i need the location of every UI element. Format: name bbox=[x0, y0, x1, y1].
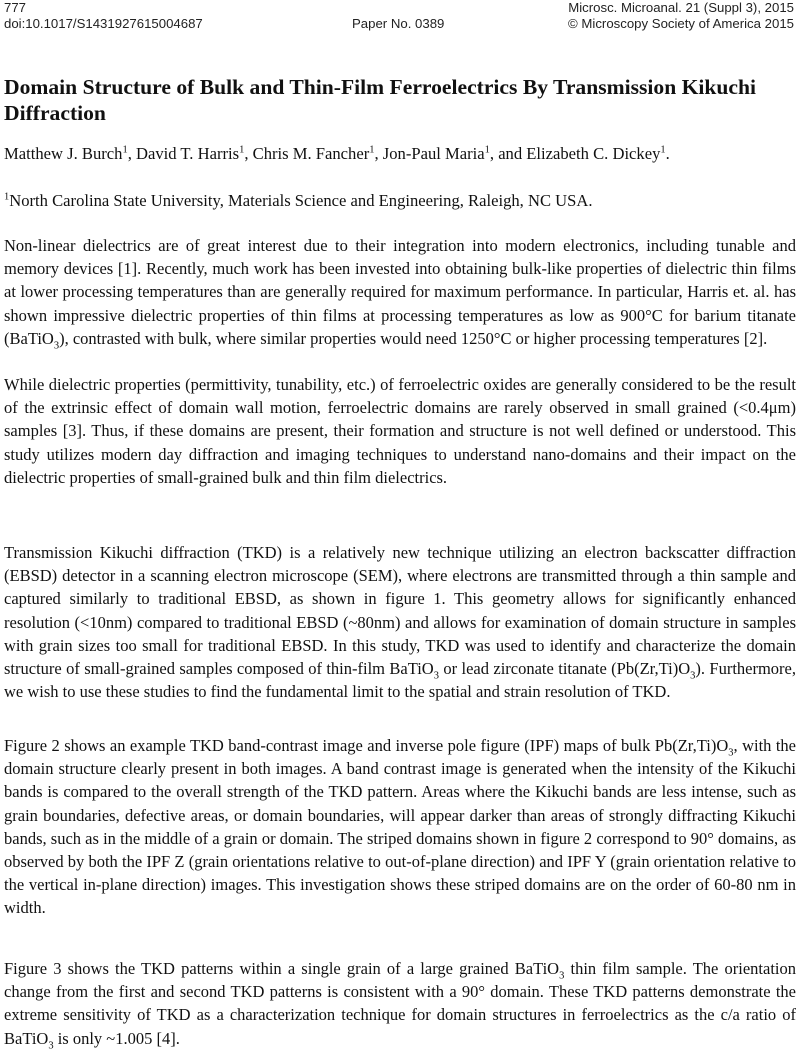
paragraph-text: Figure 2 shows an example TKD band-contrast image and inverse pole figure (IPF) maps of bulk Pb(Zr,Ti)O bbox=[4, 736, 729, 755]
subscript-text: 3 bbox=[559, 970, 565, 982]
affiliation-text: North Carolina State University, Materials Science and Engineering, Raleigh, NC USA. bbox=[9, 191, 593, 210]
author-name: Matthew J. Burch bbox=[4, 144, 123, 163]
subscript-text: 3 bbox=[53, 340, 60, 352]
author-affiliation-mark: 1 bbox=[239, 144, 245, 156]
paragraph-text: Transmission Kikuchi diffraction (TKD) is a relatively new technique utilizing an electron backscatter diffraction (EBSD) detector in a scanning electron microscope (SEM), where electrons are transmitted through a thin sample and captured similarly to traditional EBSD, as shown in figure 1. This geometry allows for significantly enhanced resolution (<10nm) compared to traditional EBSD (~80nm) and allows for examination of domain structure in samples with grain sizes too small for traditional EBSD. In this study, TKD was used to identify and characterize the domain structure of small-grained samples composed of thin-film BaTiO bbox=[4, 543, 796, 679]
paragraph-text: is only ~1.005 [4]. bbox=[53, 1028, 180, 1048]
affiliation-mark: 1 bbox=[4, 191, 10, 203]
body-paragraph bbox=[4, 373, 796, 489]
body-paragraph bbox=[4, 734, 796, 920]
paragraph-text: ), contrasted with bulk, where similar properties would need 1250°C or higher processing temperatures [2]. bbox=[59, 328, 768, 348]
author-list bbox=[4, 143, 796, 165]
affiliation bbox=[4, 190, 796, 212]
subscript-text: 3 bbox=[728, 747, 734, 759]
body-paragraph bbox=[4, 957, 796, 1050]
author-name: Jon-Paul Maria bbox=[382, 144, 485, 163]
header-left bbox=[4, 0, 203, 32]
author-affiliation-mark: 1 bbox=[369, 144, 375, 156]
body-paragraph bbox=[4, 234, 796, 350]
subscript-text: 3 bbox=[690, 670, 696, 682]
author-separator: , bbox=[127, 144, 136, 163]
doi-text: doi:10.1017/S1431927615004687 bbox=[4, 16, 203, 31]
author-separator: . bbox=[665, 144, 670, 163]
copyright-notice: © Microscopy Society of America 2015 bbox=[568, 16, 794, 31]
author-name: David T. Harris bbox=[136, 144, 240, 163]
paragraph-text: thin film sample. The orientation change from the first and second TKD patterns is consistent with a 90° domain. These TKD patterns demonstrate the extreme sensitivity of TKD as a characterization technique for domain structures in ferroelectrics as the c/a ratio of BaTiO bbox=[4, 959, 796, 1048]
author-affiliation-mark: 1 bbox=[484, 144, 490, 156]
paper-number: Paper No. 0389 bbox=[352, 16, 445, 31]
paragraph-text: , with the domain structure clearly present in both images. A band contrast image is generated when the intensity of the Kikuchi bands is compared to the overall strength of the TKD pattern. Areas where the Kikuchi bands are less intense, such as grain boundaries, defective areas, or domain boundaries, will appear darker than areas of strongly diffracting Kikuchi bands, such as in the middle of a grain or domain. The striped domains shown in figure 2 correspond to 90° domains, as observed by both the IPF Z (grain orientations relative to out-of-plane direction) and IPF Y (grain orientation relative to the vertical in-plane direction) images. This investigation shows these striped domains are on the order of 60-80 nm in width. bbox=[4, 736, 796, 918]
header-right bbox=[568, 0, 794, 32]
paper-title: Domain Structure of Bulk and Thin-Film Ferroelectrics By Transmission Kikuchi Diffraction bbox=[4, 75, 757, 125]
page-number: 777 bbox=[4, 0, 27, 15]
paragraph-text: Non-linear dielectrics are of great interest due to their integration into modern electronics, including tunable and memory devices [1]. Recently, much work has been invested into obtaining bulk-like properties of dielectric thin films at lower processing temperatures than are generally required for maximum performance. In particular, Harris et. al. has shown impressive dielectric properties of thin films at processing temperatures as low as 900°C for barium titanate (BaTiO bbox=[4, 236, 796, 348]
author-affiliation-mark: 1 bbox=[660, 144, 666, 156]
author-name: Elizabeth C. Dickey bbox=[526, 144, 661, 163]
author-name: Chris M. Fancher bbox=[252, 144, 370, 163]
subscript-text: 3 bbox=[433, 670, 439, 682]
paragraph-text: Figure 3 shows the TKD patterns within a single grain of a large grained BaTiO bbox=[4, 959, 560, 978]
paragraph-text: or lead zirconate titanate (Pb(Zr,Ti)O bbox=[438, 659, 691, 679]
author-separator: , and bbox=[489, 144, 527, 163]
paragraph-text: ). Furthermore, we wish to use these studies to find the fundamental limit to the spatial and strain resolution of TKD. bbox=[4, 659, 797, 702]
body-paragraph bbox=[4, 541, 796, 703]
paragraph-text: While dielectric properties (permittivity, tunability, etc.) of ferroelectric oxides are generally considered to be the result of the extrinsic effect of domain wall motion, ferroelectric domains are rarely observed in small grained (<0.4μm) samples [3]. Thus, if these domains are present, their formation and structure is not well defined or understood. This study utilizes modern day diffraction and imaging techniques to understand nano-domains and their impact on the dielectric properties of small-grained bulk and thin film dielectrics. bbox=[4, 375, 796, 487]
subscript-text: 3 bbox=[48, 1039, 54, 1051]
author-affiliation-mark: 1 bbox=[122, 144, 128, 156]
author-separator: , bbox=[244, 144, 253, 163]
author-separator: , bbox=[374, 144, 383, 163]
journal-citation: Microsc. Microanal. 21 (Suppl 3), 2015 bbox=[568, 0, 794, 15]
